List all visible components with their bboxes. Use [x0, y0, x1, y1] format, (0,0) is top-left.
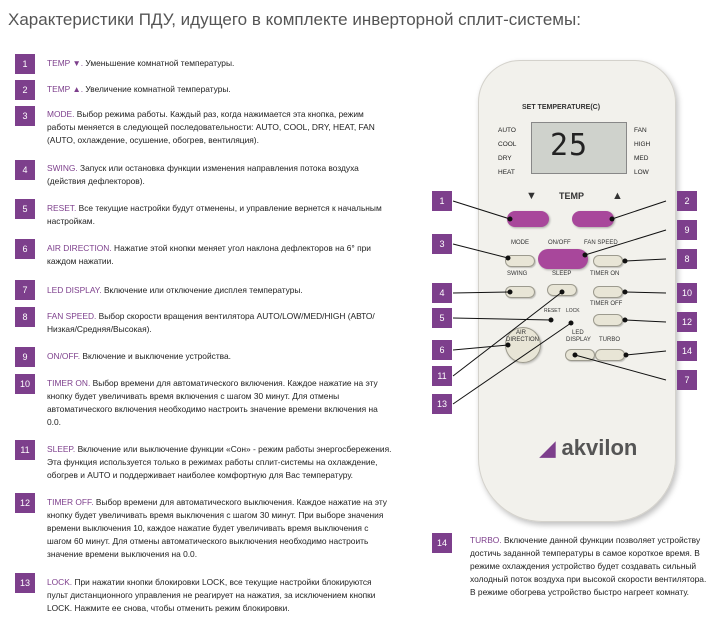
item-number: 2: [15, 80, 35, 100]
swing-label: SWING: [507, 271, 528, 277]
logo-text: akvilon: [561, 435, 638, 460]
fan-low: LOW: [634, 169, 649, 176]
item-text: Нажатие этой кнопки меняет угол наклона дефлекторов на 6° при каждом нажатии.: [47, 243, 371, 266]
callout-1: 1: [432, 191, 452, 211]
item-number: 11: [15, 440, 35, 460]
callout-14: 14: [677, 341, 697, 361]
mode-dry: DRY: [498, 155, 512, 162]
item-number: 1: [15, 54, 35, 74]
mode-label: MODE: [511, 240, 529, 246]
callout-8: 8: [677, 249, 697, 269]
fan-med: MED: [634, 155, 649, 162]
callout-6: 6: [432, 340, 452, 360]
item-text: Запуск или остановка функции изменения направления потока воздуха (действия дефлекторов).: [47, 163, 359, 186]
item-text: Выбор скорости вращения вентилятора AUTO/LOW/MED/HIGH (АВТО/Низкая/Средняя/Высокая).: [47, 311, 375, 334]
item-keyword: TEMP ▲.: [47, 84, 84, 94]
item-number: 10: [15, 374, 35, 394]
item-keyword: ON/OFF.: [47, 351, 81, 361]
item-text: Выбор режима работы. Каждый раз, когда нажимается эта кнопка, режим работы меняется в следующей последовательности: AUTO, COOL, DRY, HEAT, FAN (AUTO, охлаждение, осушение, обогрев, вентиляция).: [47, 109, 375, 145]
item-keyword: TURBO.: [470, 535, 502, 545]
callout-12: 12: [677, 312, 697, 332]
sleep-label: SLEEP: [552, 271, 572, 277]
akvilon-logo-icon: ◢: [540, 438, 556, 460]
item-keyword: MODE.: [47, 109, 75, 119]
mode-heat: HEAT: [498, 169, 515, 176]
item-text: Выбор времени для автоматического выключения. Каждое нажатие на эту кнопку будет увеличивать время выключения с шагом 30 минут. При выборе значения времени выключения 10, каждое нажатие будет увеличивать время выключения с шагом 60 минут. Для отмены автоматического выключения необходимо настроить значение времени выключения на 0.0.: [47, 497, 387, 559]
callout-5: 5: [432, 308, 452, 328]
item-text: Включение и выключение устройства.: [80, 351, 232, 361]
turbo-label: TURBO: [599, 337, 620, 343]
arrow-up-icon: ▲: [612, 190, 623, 202]
callout-2: 2: [677, 191, 697, 211]
callout-13: 13: [432, 394, 452, 414]
item-number: 6: [15, 239, 35, 259]
callout-4: 4: [432, 283, 452, 303]
item-keyword: SLEEP.: [47, 444, 76, 454]
item-keyword: TIMER ON.: [47, 378, 91, 388]
item-number: 8: [15, 307, 35, 327]
item-keyword: RESET.: [47, 203, 77, 213]
item-keyword: AIR DIRECTION.: [47, 243, 112, 253]
mode-auto: AUTO: [498, 127, 516, 134]
reset-label: RESET: [544, 308, 561, 314]
item-number: 13: [15, 573, 35, 593]
onoff-label: ON/OFF: [548, 240, 571, 246]
lock-label: LOCK: [566, 308, 580, 314]
item-text: Включение или отключение дисплея температуры.: [101, 285, 303, 295]
temp-label: TEMP: [559, 191, 585, 201]
item-text: При нажатии кнопки блокировки LOCK, все текущие настройки блокируются пульт дистанционного управления не реагирует на нажатия, за исключением кнопки LOCK. Нажмите ее снова, чтобы отменить режим блокировки.: [47, 577, 376, 613]
callout-11: 11: [432, 366, 452, 386]
fan-high: HIGH: [634, 141, 651, 148]
display-label: DISPLAY: [566, 337, 591, 343]
item-keyword: LED DISPLAY.: [47, 285, 102, 295]
item-text: Включение данной функции позволяет устройству достичь заданной температуры в самое короткое время. В режиме охлаждения устройство будет создавать сильный холодный поток воздуха при высокой скорости вентилятора. В режиме обогрева устройство быстро нагреет комнату.: [470, 535, 707, 597]
item-number: 12: [15, 493, 35, 513]
item-text: Включение или выключение функции «Сон» - режим работы энергосбережения. Эта функция используется только в режимах работы сплит-системы на охлаждение, обогрев и AUTO и поддерживает наиболее комфортную для Вас температуру.: [47, 444, 392, 480]
item-text: Выбор времени для автоматического включения. Каждое нажатие на эту кнопку будет увеличивать время включения с шагом 30 минут. Для отмены автоматического включения необходимо настроить значение времени включения на 0.0.: [47, 378, 378, 427]
timer-on-label: TIMER ON: [590, 271, 620, 277]
item-text: Уменьшение комнатной температуры.: [83, 58, 235, 68]
item-text: Увеличение комнатной температуры.: [83, 84, 231, 94]
item-keyword: TEMP ▼.: [47, 58, 84, 68]
item-number: 5: [15, 199, 35, 219]
callout-9: 9: [677, 220, 697, 240]
item-keyword: FAN SPEED.: [47, 311, 97, 321]
mode-cool: COOL: [498, 141, 517, 148]
item-number: 7: [15, 280, 35, 300]
air-label: AIR: [516, 330, 527, 336]
item-number: 9: [15, 347, 35, 367]
led-label: LED: [572, 330, 584, 336]
item-number: 14: [432, 533, 452, 553]
arrow-down-icon: ▼: [526, 190, 537, 202]
item-keyword: SWING.: [47, 163, 78, 173]
callout-10: 10: [677, 283, 697, 303]
fan-speed-label: FAN SPEED: [584, 240, 618, 246]
item-keyword: TIMER OFF.: [47, 497, 94, 507]
set-temperature-label: SET TEMPERATURE(C): [522, 104, 601, 111]
item-number: 3: [15, 106, 35, 126]
callout-3: 3: [432, 234, 452, 254]
item-text: Все текущие настройки будут отменены, и управление вернется к начальным настройкам.: [47, 203, 382, 226]
page-title: Характеристики ПДУ, идущего в комплекте инверторной сплит-системы:: [8, 10, 581, 29]
timer-off-label: TIMER OFF: [590, 301, 623, 307]
item-keyword: LOCK.: [47, 577, 73, 587]
lcd-temperature: 25: [550, 128, 589, 163]
item-number: 4: [15, 160, 35, 180]
direction-label: DIRECTION: [506, 337, 539, 343]
mode-fan: FAN: [634, 127, 647, 134]
callout-7: 7: [677, 370, 697, 390]
